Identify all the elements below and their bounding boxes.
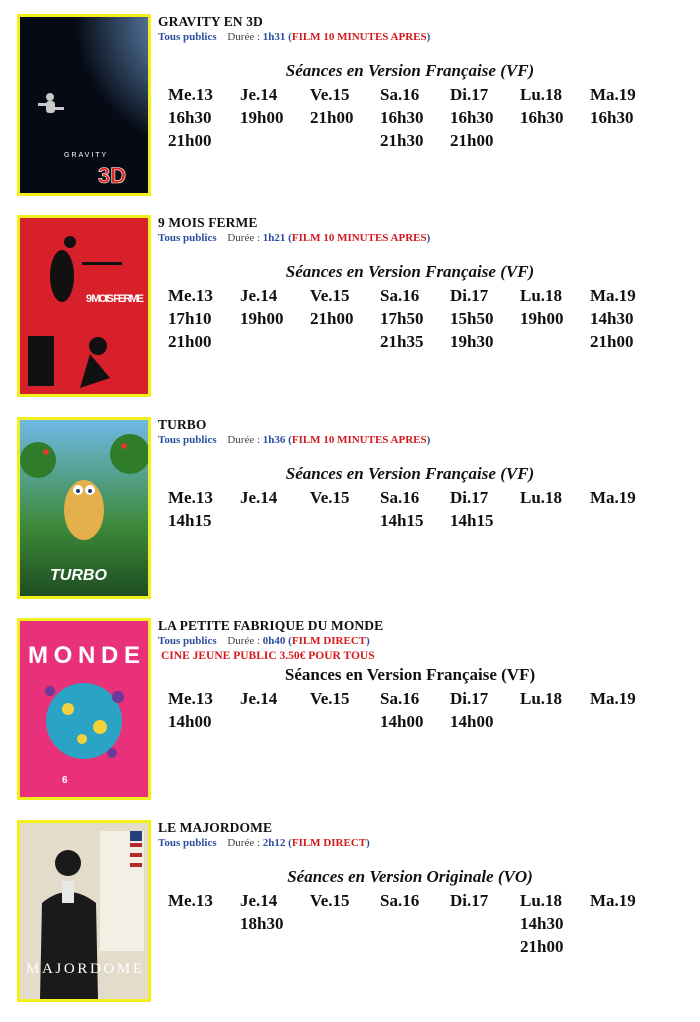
day-label: Ve.15 (310, 689, 350, 708)
day-label: Ma.19 (590, 488, 636, 507)
film-title: TURBO (158, 417, 207, 432)
day-column (590, 486, 660, 509)
film-meta: Tous publics Durée : 0h40 (FILM DIRECT) (158, 635, 370, 647)
film-turbo (0, 417, 700, 607)
day-label: Ma.19 (590, 891, 636, 910)
film-note: FILM DIRECT (291, 635, 367, 647)
day-label: Di.17 (450, 891, 489, 910)
showtime: 19h30 (450, 332, 494, 351)
day-label: Di.17 (450, 689, 489, 708)
showtime: 16h30 (450, 108, 494, 127)
showtime: 21h00 (168, 131, 212, 150)
day-label: Lu.18 (520, 286, 563, 305)
day-column (520, 687, 590, 710)
day-label: Sa.16 (380, 286, 420, 305)
showtime: 21h00 (590, 332, 634, 351)
poster-9-mois-ferme[interactable] (17, 215, 151, 397)
audience: Tous publics (158, 837, 217, 849)
day-label: Je.14 (240, 286, 278, 305)
showtime: 14h15 (168, 511, 212, 530)
day-label: Lu.18 (520, 689, 563, 708)
showtime: 21h00 (168, 332, 212, 351)
day-label: Ma.19 (590, 286, 636, 305)
day-label: Ve.15 (310, 85, 350, 104)
day-label: Di.17 (450, 488, 489, 507)
day-column (310, 687, 380, 710)
duration: 1h21 (262, 232, 286, 244)
day-label: Je.14 (240, 891, 278, 910)
version-label: Séances en Version Française (VF) (285, 464, 535, 483)
film-meta: Tous publics Durée : 1h36 (FILM 10 MINUTES APRES) (158, 434, 431, 446)
showtime: 16h30 (520, 108, 564, 127)
day-label: Ve.15 (310, 891, 350, 910)
film-gravity (0, 14, 700, 204)
version-label: Séances en Version Originale (VO) (287, 867, 533, 886)
showtime: 19h00 (240, 108, 284, 127)
showtime: 18h30 (240, 914, 284, 933)
duration: 2h12 (262, 837, 286, 849)
day-column (590, 687, 660, 710)
film-title: LE MAJORDOME (158, 820, 273, 835)
film-meta: Tous publics Durée : 2h12 (FILM DIRECT) (158, 837, 370, 849)
day-label: Ma.19 (590, 85, 636, 104)
day-column (310, 889, 380, 912)
showtime: 21h00 (310, 108, 354, 127)
day-label: Lu.18 (520, 85, 563, 104)
day-column (380, 687, 450, 733)
film-meta: Tous publics Durée : 1h31 (FILM 10 MINUTES APRES) (158, 31, 431, 43)
film-note: FILM DIRECT (291, 837, 367, 849)
film-title: 9 MOIS FERME (158, 215, 258, 230)
showtime: 21h00 (520, 937, 564, 956)
film-title: GRAVITY EN 3D (158, 14, 263, 29)
film-note: FILM 10 MINUTES APRES (291, 31, 427, 43)
duration: 1h36 (262, 434, 286, 446)
poster-9-mois-label: 9 MOIS FERME (86, 293, 144, 305)
day-column (240, 284, 310, 330)
film-9-mois-ferme (0, 215, 700, 405)
day-column (310, 284, 380, 330)
day-column (310, 83, 380, 129)
showtime: 14h00 (450, 712, 494, 731)
poster-gravity-label: GRAVITY (64, 152, 109, 159)
duration-label: Durée : (227, 837, 261, 849)
version-label: Séances en Version Française (VF) (285, 61, 535, 80)
day-label: Lu.18 (520, 488, 563, 507)
duration: 1h31 (262, 31, 286, 43)
day-label: Me.13 (168, 286, 213, 305)
day-column (240, 83, 310, 129)
film-la-petite-fabrique-du-monde (0, 618, 700, 808)
duration: 0h40 (262, 635, 286, 647)
showtime: 19h00 (520, 309, 564, 328)
showtime: 16h30 (590, 108, 634, 127)
showtime: 16h30 (168, 108, 212, 127)
showtime: 21h00 (310, 309, 354, 328)
poster-la-petite-fabrique[interactable] (17, 618, 151, 800)
showtime: 17h10 (168, 309, 212, 328)
audience: Tous publics (158, 635, 217, 647)
day-column (520, 486, 590, 509)
showtime: 21h35 (380, 332, 424, 351)
day-column (240, 687, 310, 710)
day-column (520, 83, 590, 129)
film-note: FILM 10 MINUTES APRES (291, 232, 427, 244)
duration-label: Durée : (227, 31, 261, 43)
showtime: 17h50 (380, 309, 424, 328)
showtime: 14h00 (168, 712, 212, 731)
day-column (520, 889, 590, 958)
showtime: 16h30 (380, 108, 424, 127)
duration-label: Durée : (227, 635, 261, 647)
promo-banner: CINE JEUNE PUBLIC 3.50€ POUR TOUS (161, 650, 375, 662)
day-column (168, 687, 238, 733)
day-label: Sa.16 (380, 488, 420, 507)
day-column (310, 486, 380, 509)
version-label: Séances en Version Française (VF) (284, 665, 536, 684)
poster-la-petite-fabrique-image (20, 621, 148, 797)
day-label: Sa.16 (380, 891, 420, 910)
day-column (450, 284, 520, 353)
poster-turbo[interactable] (17, 417, 151, 599)
audience: Tous publics (158, 434, 217, 446)
day-label: Di.17 (450, 85, 489, 104)
film-meta: Tous publics Durée : 1h21 (FILM 10 MINUTES APRES) (158, 232, 431, 244)
day-column (240, 889, 310, 935)
day-column (380, 83, 450, 152)
poster-monde-label: MONDE (28, 642, 140, 669)
audience: Tous publics (158, 31, 217, 43)
showtime: 21h00 (450, 131, 494, 150)
showtime: 15h50 (450, 309, 494, 328)
poster-le-majordome-image (20, 823, 148, 999)
showtime: 14h15 (450, 511, 494, 530)
poster-le-majordome[interactable] (17, 820, 151, 1002)
day-column (240, 486, 310, 509)
duration-label: Durée : (227, 232, 261, 244)
poster-gravity-image (20, 17, 148, 193)
showtime: 19h00 (240, 309, 284, 328)
day-column (450, 486, 520, 532)
day-column (590, 284, 660, 353)
poster-9-mois-ferme-image (20, 218, 148, 394)
day-label: Ma.19 (590, 689, 636, 708)
day-label: Lu.18 (520, 891, 563, 910)
day-label: Je.14 (240, 689, 278, 708)
day-column (380, 486, 450, 532)
day-label: Ve.15 (310, 488, 350, 507)
day-label: Me.13 (168, 85, 213, 104)
poster-turbo-image (20, 420, 148, 596)
showtime: 14h30 (590, 309, 634, 328)
day-column (520, 284, 590, 330)
poster-majordome-label: MAJORDOME (26, 961, 142, 977)
day-column (590, 83, 660, 129)
duration-label: Durée : (227, 434, 261, 446)
day-column (380, 284, 450, 353)
day-label: Sa.16 (380, 689, 420, 708)
day-column (450, 687, 520, 733)
day-label: Je.14 (240, 488, 278, 507)
day-column (450, 889, 520, 912)
poster-turbo-label: TURBO (50, 567, 107, 584)
audience: Tous publics (158, 232, 217, 244)
day-column (380, 889, 450, 912)
day-column (168, 889, 238, 912)
svg-text:6: 6 (62, 775, 68, 786)
showtime: 14h00 (380, 712, 424, 731)
day-label: Ve.15 (310, 286, 350, 305)
day-label: Me.13 (168, 891, 213, 910)
poster-gravity[interactable] (17, 14, 151, 196)
film-note: FILM 10 MINUTES APRES (291, 434, 427, 446)
film-title: LA PETITE FABRIQUE DU MONDE (158, 618, 384, 633)
day-label: Me.13 (168, 689, 213, 708)
film-le-majordome (0, 820, 700, 1010)
day-label: Di.17 (450, 286, 489, 305)
day-column (168, 486, 238, 532)
day-label: Je.14 (240, 85, 278, 104)
showtime: 14h30 (520, 914, 564, 933)
svg-text:3D: 3D (98, 163, 127, 188)
showtime: 21h30 (380, 131, 424, 150)
day-column (450, 83, 520, 152)
day-label: Sa.16 (380, 85, 420, 104)
day-label: Me.13 (168, 488, 213, 507)
day-column (168, 83, 238, 152)
version-label: Séances en Version Française (VF) (285, 262, 535, 281)
showtime: 14h15 (380, 511, 424, 530)
day-column (590, 889, 660, 912)
day-column (168, 284, 238, 353)
